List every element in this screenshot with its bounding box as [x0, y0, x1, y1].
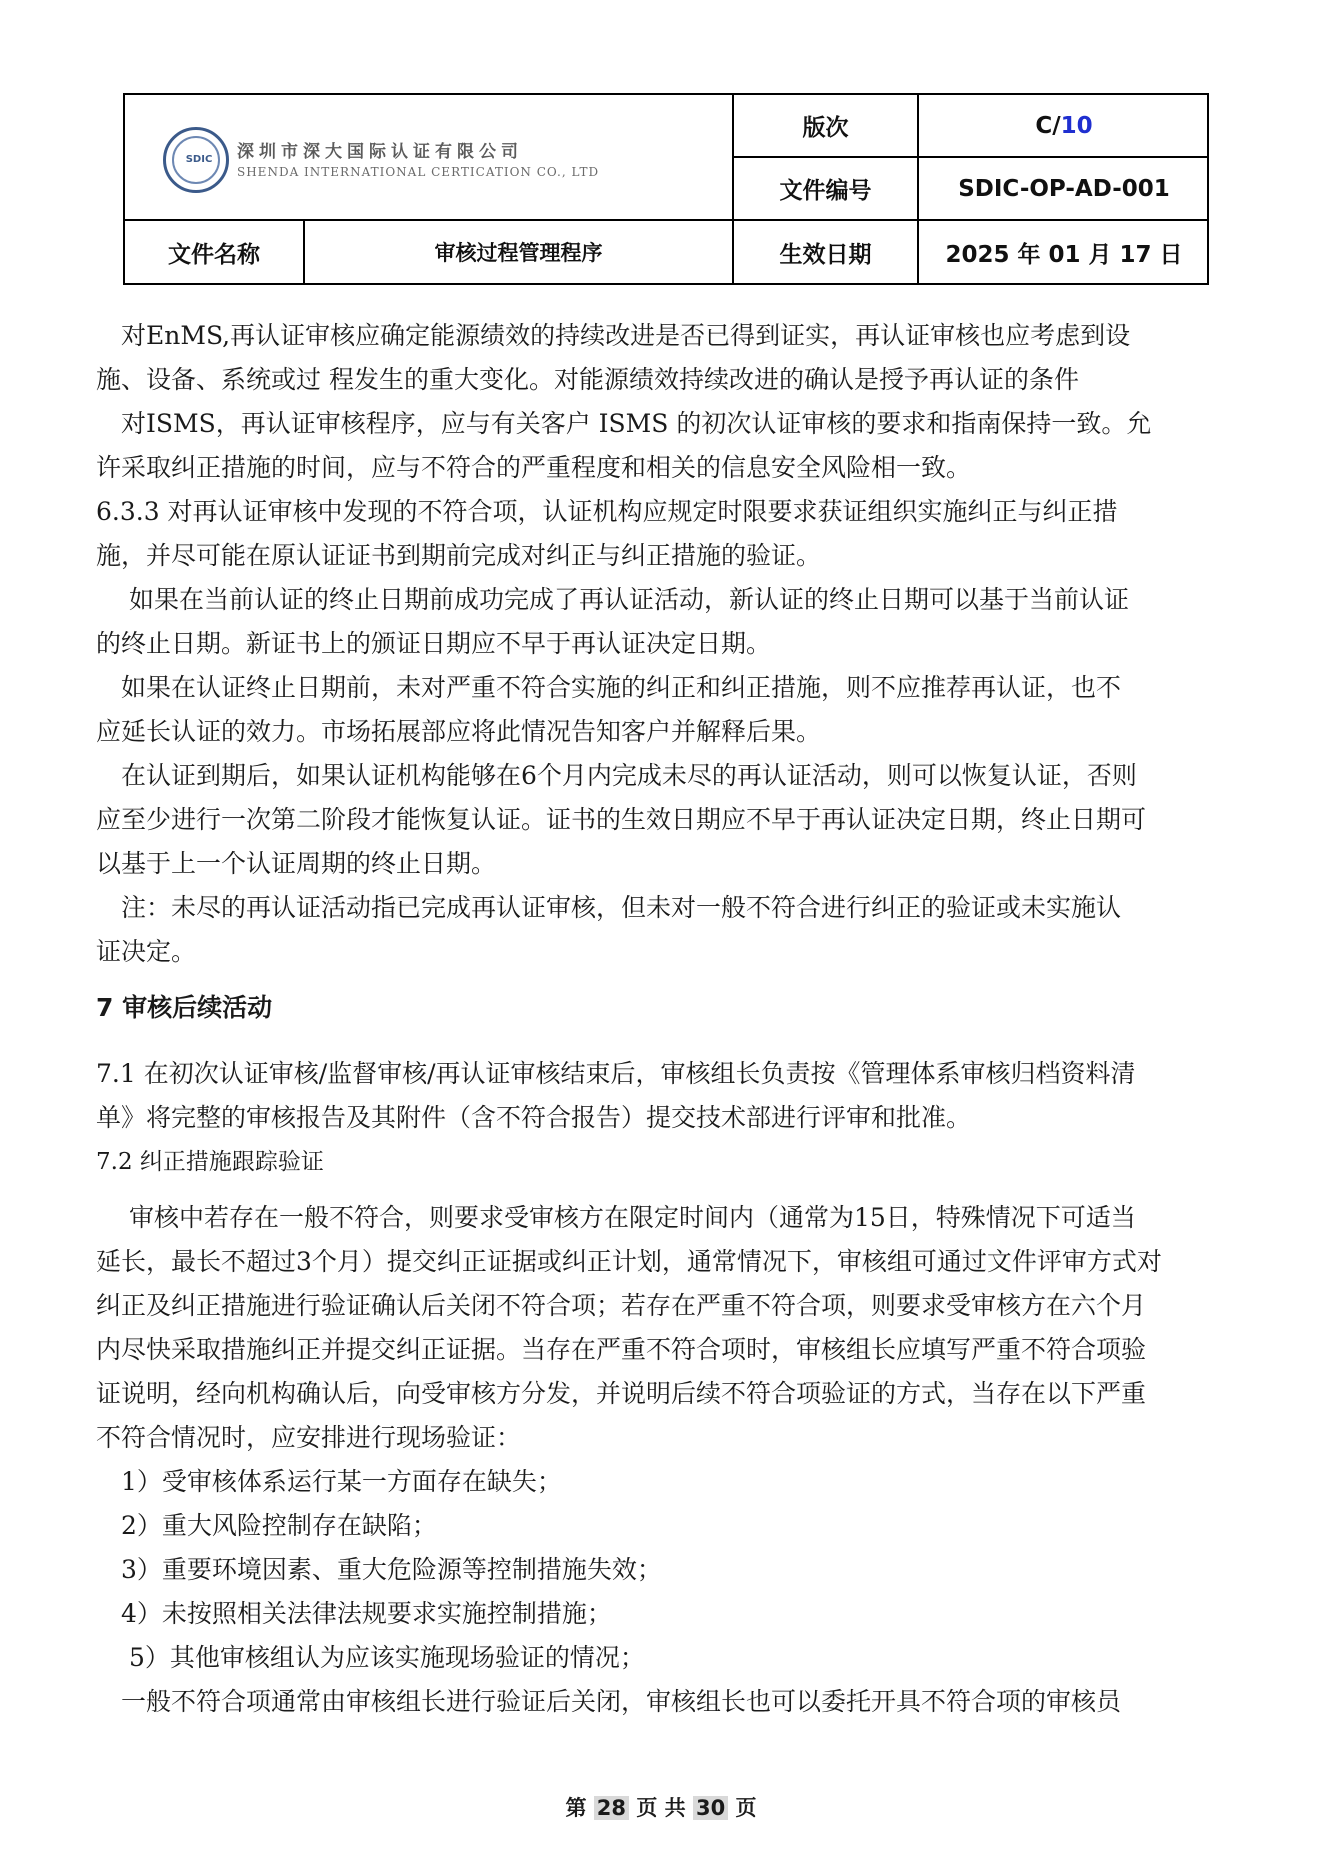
paragraph-7-1 — [96, 1052, 1236, 1180]
edition-prefix: C/ — [1035, 112, 1061, 139]
text-line: 施、设备、系统或过 程发生的重大变化。对能源绩效持续改进的确认是授予再认证的条件 — [96, 365, 1079, 394]
doc-name-value: 审核过程管理程序 — [434, 241, 603, 265]
text-line: 以基于上一个认证周期的终止日期。 — [96, 849, 497, 878]
text-line: 许采取纠正措施的时间，应与不符合的严重程度和相关的信息安全风险相一致。 — [96, 453, 972, 482]
text-line: 内尽快采取措施纠正并提交纠正证据。当存在严重不符合项时，审核组长应填写严重不符合项验 — [96, 1335, 1147, 1364]
paragraph-after-expiry — [96, 754, 1236, 886]
text-line: 7.2 纠正措施跟踪验证 — [96, 1149, 324, 1175]
text-line: 在认证到期后，如果认证机构能够在6个月内完成未尽的再认证活动，则可以恢复认证，否则 — [96, 761, 1137, 790]
text-line: 不符合情况时，应安排进行现场验证： — [96, 1423, 522, 1452]
company-name-cn: 深圳市深大国际认证有限公司 — [237, 142, 523, 162]
list-item: 5）其他审核组认为应该实施现场验证的情况； — [96, 1643, 645, 1672]
text-line: 应延长认证的效力。市场拓展部应将此情况告知客户并解释后果。 — [96, 717, 822, 746]
list-item: 2）重大风险控制存在缺陷； — [96, 1511, 437, 1540]
text-line: 纠正及纠正措施进行验证确认后关闭不符合项；若存在严重不符合项，则要求受审核方在六个月 — [96, 1291, 1147, 1320]
text-line: 如果在认证终止日期前，未对严重不符合实施的纠正和纠正措施，则不应推荐再认证，也不 — [96, 673, 1122, 702]
text-line: 的终止日期。新证书上的颁证日期应不早于再认证决定日期。 — [96, 629, 772, 658]
total-page-number: 30 — [693, 1796, 728, 1820]
logo-text: SDIC — [185, 154, 213, 165]
list-item: 3）重要环境因素、重大危险源等控制措施失效； — [96, 1555, 662, 1584]
effective-label: 生效日期 — [779, 241, 872, 268]
text-line: 审核中若存在一般不符合，则要求受审核方在限定时间内（通常为15日，特殊情况下可适当 — [96, 1203, 1136, 1232]
paragraph-major-nc — [96, 666, 1236, 754]
footer-middle: 页 共 — [636, 1796, 686, 1820]
text-line: 证决定。 — [96, 937, 197, 966]
edition-value — [919, 95, 1209, 156]
text-line: 应至少进行一次第二阶段才能恢复认证。证书的生效日期应不早于再认证决定日期，终止日期可 — [96, 805, 1147, 834]
paragraph-7-2-body — [96, 1196, 1236, 1724]
text-line: 对EnMS,再认证审核应确定能源绩效的持续改进是否已得到证实，再认证审核也应考虑到设 — [96, 321, 1131, 350]
text-line: 7.1 在初次认证审核/监督审核/再认证审核结束后，审核组长负责按《管理体系审核归档资料清 — [96, 1059, 1136, 1088]
edition-label: 版次 — [802, 115, 849, 141]
effective-value: 2025 年 01 月 17 日 — [945, 241, 1183, 268]
company-name-en: SHENDA INTERNATIONAL CERTICATION CO., LTD — [237, 165, 600, 179]
list-item: 1）受审核体系运行某一方面存在缺失； — [96, 1467, 562, 1496]
text-line: 延长，最长不超过3个月）提交纠正证据或纠正计划，通常情况下，审核组可通过文件评审方式对 — [96, 1247, 1162, 1276]
edition-number: 10 — [1060, 112, 1093, 139]
text-line: 6.3.3 对再认证审核中发现的不符合项，认证机构应规定时限要求获证组织实施纠正与纠正措 — [96, 497, 1118, 526]
doc-name-label: 文件名称 — [168, 241, 260, 268]
current-page-number: 28 — [594, 1796, 629, 1820]
document-header-table — [123, 93, 1209, 285]
page-footer — [0, 1792, 1322, 1822]
company-seal-icon — [163, 127, 229, 193]
text-line: 如果在当前认证的终止日期前成功完成了再认证活动，新认证的终止日期可以基于当前认证 — [96, 585, 1129, 614]
paragraph-recert-before-expiry — [96, 578, 1236, 666]
doc-no-label: 文件编号 — [779, 178, 872, 204]
text-line: 对ISMS，再认证审核程序，应与有关客户 ISMS 的初次认证审核的要求和指南保持一致。允 — [96, 409, 1152, 438]
text-line: 单》将完整的审核报告及其附件（含不符合报告）提交技术部进行评审和批准。 — [96, 1103, 972, 1132]
text-line: 施，并尽可能在原认证证书到期前完成对纠正与纠正措施的验证。 — [96, 541, 822, 570]
footer-suffix: 页 — [735, 1796, 757, 1820]
paragraph-6-3-3 — [96, 490, 1236, 578]
paragraph-note — [96, 886, 1236, 974]
footer-prefix: 第 — [565, 1796, 587, 1820]
list-item: 4）未按照相关法律法规要求实施控制措施； — [96, 1599, 612, 1628]
section-7-heading: 7 审核后续活动 — [96, 993, 273, 1022]
company-logo-block — [125, 95, 735, 221]
paragraph-isms — [96, 402, 1236, 490]
doc-no-value: SDIC-OP-AD-001 — [958, 175, 1170, 202]
text-line: 证说明，经向机构确认后，向受审核方分发，并说明后续不符合项验证的方式，当存在以下严重 — [96, 1379, 1147, 1408]
paragraph-enms — [96, 314, 1236, 402]
text-line: 一般不符合项通常由审核组长进行验证后关闭，审核组长也可以委托开具不符合项的审核员 — [96, 1687, 1122, 1716]
text-line: 注：未尽的再认证活动指已完成再认证审核，但未对一般不符合进行纠正的验证或未实施认 — [96, 893, 1122, 922]
